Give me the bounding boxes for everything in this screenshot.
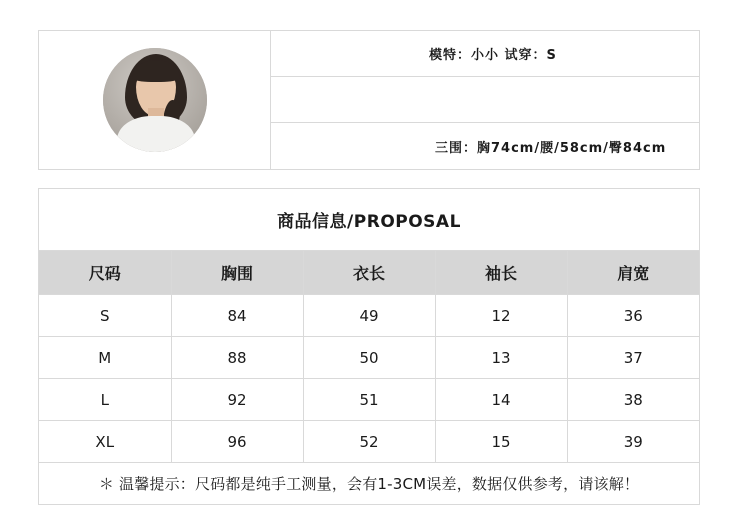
size-note-text: ＊ 温馨提示：尺码都是纯手工测量，会有1-3CM误差，数据仅供参考，请该解！ [39,463,699,505]
cell-bust: 92 [171,379,303,421]
model-name-text: 模特：小小 试穿：S [429,48,557,63]
cell-sleeve: 15 [435,421,567,463]
cell-shoulder: 36 [567,295,699,337]
model-measurements-text: 三围：胸74cm/腰/58cm/臀84cm [435,140,667,156]
model-row-blank [271,77,699,123]
cell-bust: 96 [171,421,303,463]
cell-length: 50 [303,337,435,379]
table-row [39,337,699,379]
cell-shoulder: 37 [567,337,699,379]
table-header-row [39,251,699,295]
table-note-row [39,463,699,505]
model-photo [103,48,207,152]
cell-size: XL [39,421,171,463]
cell-length: 49 [303,295,435,337]
cell-size: L [39,379,171,421]
cell-bust: 88 [171,337,303,379]
model-row-name [271,31,699,77]
table-row [39,421,699,463]
size-table-head [39,251,699,295]
cell-shoulder: 39 [567,421,699,463]
column-header-sleeve: 袖长 [435,251,567,295]
column-header-bust: 胸围 [171,251,303,295]
size-table [39,251,699,505]
table-row [39,295,699,337]
column-header-length: 衣长 [303,251,435,295]
size-table-body [39,295,699,505]
page-title: 商品信息/PROPOSAL [277,212,461,232]
cell-sleeve: 14 [435,379,567,421]
column-header-size: 尺码 [39,251,171,295]
cell-sleeve: 12 [435,295,567,337]
product-info-title-row [39,189,699,251]
cell-shoulder: 38 [567,379,699,421]
cell-sleeve: 13 [435,337,567,379]
cell-length: 51 [303,379,435,421]
product-info-block [38,188,700,505]
model-block-bottom-strip [38,139,700,170]
cell-bust: 84 [171,295,303,337]
column-header-shoulder: 肩宽 [567,251,699,295]
cell-size: S [39,295,171,337]
cell-size: M [39,337,171,379]
cell-length: 52 [303,421,435,463]
table-row [39,379,699,421]
